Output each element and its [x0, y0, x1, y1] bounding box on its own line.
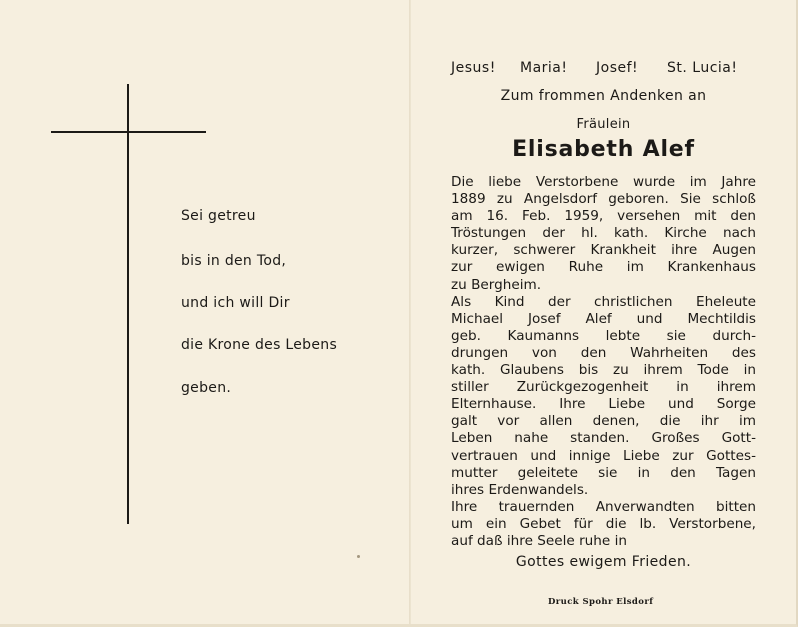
obituary-line: zu Bergheim.	[451, 276, 542, 293]
obituary-line: mutter geleitete sie in den Tagen	[451, 464, 756, 481]
printer-imprint: Druck Spohr Elsdorf	[548, 597, 654, 607]
deceased-name: Elisabeth Alef	[512, 137, 695, 162]
obituary-line: am 16. Feb. 1959, versehen mit den	[451, 208, 756, 225]
obituary-line: galt vor allen denen, die ihr im	[451, 413, 756, 430]
obituary-line: 1889 zu Angelsdorf geboren. Sie schloß	[451, 191, 756, 208]
cross-horizontal-beam	[51, 131, 206, 133]
verse-line: und ich will Dir	[181, 295, 290, 311]
obituary-line: auf daß ihre Seele ruhe in	[451, 532, 627, 549]
obituary-line: geb. Kaumanns lebte sie durch-	[451, 327, 756, 344]
title-line: Fräulein	[576, 117, 631, 132]
invocation-st-lucia: St. Lucia!	[667, 60, 738, 76]
obituary-line: Leben nahe standen. Großes Gott-	[451, 430, 756, 447]
obituary-line: Tröstungen der hl. kath. Kirche nach	[451, 225, 756, 242]
invocation-jesus: Jesus!	[451, 60, 496, 76]
obituary-line: ihres Erdenwandels.	[451, 481, 589, 498]
verse-line: geben.	[181, 380, 232, 396]
obituary-line: stiller Zurückgezogenheit in ihrem	[451, 379, 756, 396]
obituary-line: Elternhause. Ihre Liebe und Sorge	[451, 396, 756, 413]
paper-speck	[357, 555, 360, 558]
obituary-line: Ihre trauernden Anverwandten bitten	[451, 498, 756, 515]
cross-vertical-beam	[127, 84, 129, 524]
obituary-line: um ein Gebet für die lb. Verstorbene,	[451, 515, 756, 532]
verse-line: die Krone des Lebens	[181, 337, 338, 353]
invocation-maria: Maria!	[520, 60, 568, 76]
obituary-text	[451, 174, 756, 550]
obituary-line: drungen von den Wahrheiten des	[451, 344, 756, 361]
card-fold	[409, 0, 411, 624]
obituary-line: Als Kind der christlichen Eheleute	[451, 293, 756, 310]
obituary-line: zur ewigen Ruhe im Krankenhaus	[451, 259, 756, 276]
obituary-line: Michael Josef Alef und Mechtildis	[451, 310, 756, 327]
obituary-line: vertrauen und innige Liebe zur Gottes-	[451, 447, 756, 464]
obituary-line: kath. Glaubens bis zu ihrem Tode in	[451, 362, 756, 379]
closing-line: Gottes ewigem Frieden.	[515, 554, 692, 570]
verse-line: Sei getreu	[181, 208, 256, 224]
obituary-line: kurzer, schwerer Krankheit ihre Augen	[451, 242, 756, 259]
obituary-line: Die liebe Verstorbene wurde im Jahre	[451, 174, 756, 190]
invocation-josef: Josef!	[596, 60, 639, 76]
verse-line: bis in den Tod,	[181, 253, 287, 269]
memorial-line: Zum frommen Andenken an	[500, 88, 707, 104]
